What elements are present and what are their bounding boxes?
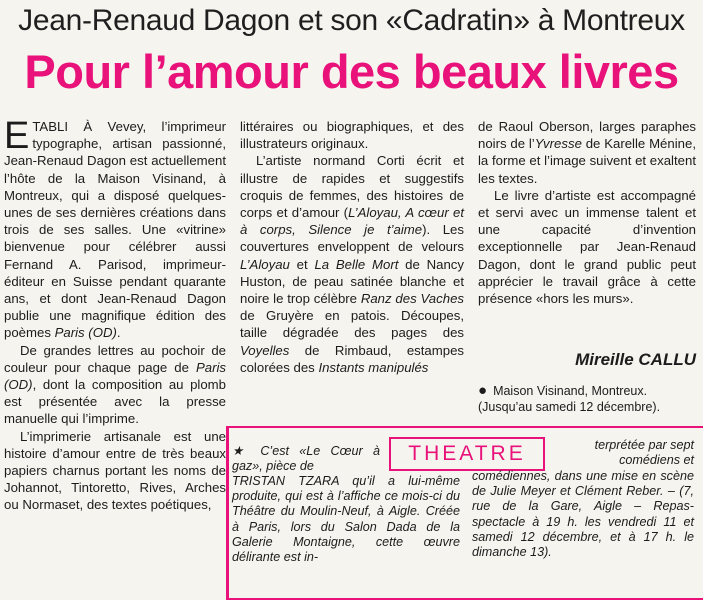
book-title: Instants manipulés xyxy=(318,359,429,375)
text: Vevey, l’imprimeur typographe, artisan passionné, Jean-Renaud Dagon est actuellement l’hôte de la Maison Visinand, à Montreux, qui a disposé quelques-unes de ses dernières créations dans trois de ses salles. Une «vitrine» bienvenue pour célébrer aussi Fernand A. Parisod, imprimeur-éditeur en Suisse pendant quarante ans, et dont Jean-Renaud Dagon publie une magnifique édition des poèmes xyxy=(4,119,226,341)
book-title: L’Aloyau xyxy=(240,256,290,272)
paragraph xyxy=(4,342,226,428)
text: de Raoul Oberson, larges paraphes noirs de l’ xyxy=(478,119,696,152)
paragraph xyxy=(4,115,226,342)
article-column-3 xyxy=(478,118,696,307)
paragraph: Le livre d’artiste est accompagné et servi avec un immense talent et une capacité d’invention exceptionnelle par Jean-Renaud Dagon, dont le grand public peut apprécier le travail grâce à cette présence «hors les murs». xyxy=(478,187,696,307)
text: L’artiste normand Corti écrit et illustre de rapides et suggestifs croquis de femmes, des histoires de corps et d’amour ( xyxy=(240,153,464,221)
book-title: Yvresse xyxy=(534,136,582,152)
text: C’est «Le Cœur à gaz», pièce de xyxy=(232,444,381,474)
theatre-text-right: comédiennes, dans une mise en scène de Julie Meyer et Clément Reber. – (7, rue de la Gare, Aigle – Repas-spectacle à 19 h. les vendredi 11 et samedi 12 décembre, et à 17 h. le dimanche 13). xyxy=(472,469,694,560)
book-title: Paris (OD) xyxy=(54,325,117,341)
book-title: L’Aloyau, A cœur et à corps, Silence je t’aime xyxy=(240,205,464,238)
text: , dont la composition au plomb est présentée avec la presse manuelle qui l’imprime. xyxy=(4,377,226,427)
book-title: Paris (OD) xyxy=(4,359,226,393)
article-column-2 xyxy=(240,118,464,376)
book-title: Ranz des Vaches xyxy=(360,291,464,307)
text: et xyxy=(289,256,315,272)
article-column-1 xyxy=(4,115,226,514)
author-signature: Mireille CALLU xyxy=(575,350,696,369)
text: . xyxy=(116,325,121,341)
text: ). Les couvertures enveloppent de velours xyxy=(240,222,464,255)
book-title: Voyelles xyxy=(240,342,290,358)
text: De grandes lettres au pochoir de couleur pour chaque page de xyxy=(4,342,226,375)
venue-info xyxy=(478,383,700,415)
headline: Pour l’amour des beaux livres xyxy=(24,45,679,98)
venue-line: Maison Visinand, Montreux. xyxy=(493,384,648,398)
book-title: La Belle Mort xyxy=(314,256,399,272)
kicker-title: Jean-Renaud Dagon et son «Cadratin» à Montreux xyxy=(18,4,685,37)
theatre-text-top-right: terprétée par sept comédiens et xyxy=(594,438,694,468)
venue-dates: (Jusqu’au samedi 12 décembre). xyxy=(478,400,661,414)
paragraph: littéraires ou biographiques, et des illustrateurs originaux. xyxy=(240,119,464,152)
theatre-text-left: TRISTAN TZARA qu’il a lui-même produite, qui est à l’affiche ce mois-ci du Théâtre du Moulin-Neuf, à Aigle. Créée à Paris, lors du Salon Dada de la Galerie Montaigne, cette œuvre délirante est in- xyxy=(232,474,460,565)
paragraph: L’imprimerie artisanale est une histoire d’amour entre de très beaux papiers charnus portant les noms de Johannot, Tintoretto, Rives, Arches ou Normaset, des textes poétiques, xyxy=(4,428,226,513)
paragraph xyxy=(478,118,696,187)
text: de Nancy Huston, de peau satinée blanche et noire le trop célèbre xyxy=(240,256,464,307)
drop-cap: E xyxy=(4,115,30,157)
text: de Rimbaud, estampes colorées des xyxy=(240,342,464,375)
paragraph xyxy=(240,152,464,376)
star-icon: ★ xyxy=(232,444,251,458)
text: de Gruyère en patois. Découpes, taille dégradée des pages des xyxy=(240,308,464,341)
theatre-label: THEATRE xyxy=(389,437,545,471)
smallcaps-lead: TABLI À xyxy=(32,119,93,134)
text: de Karelle Ménine, la forme et l’image suivent et exaltent les textes. xyxy=(478,136,696,186)
bullet-icon: ● xyxy=(478,382,488,399)
theatre-text-lead xyxy=(232,444,380,474)
